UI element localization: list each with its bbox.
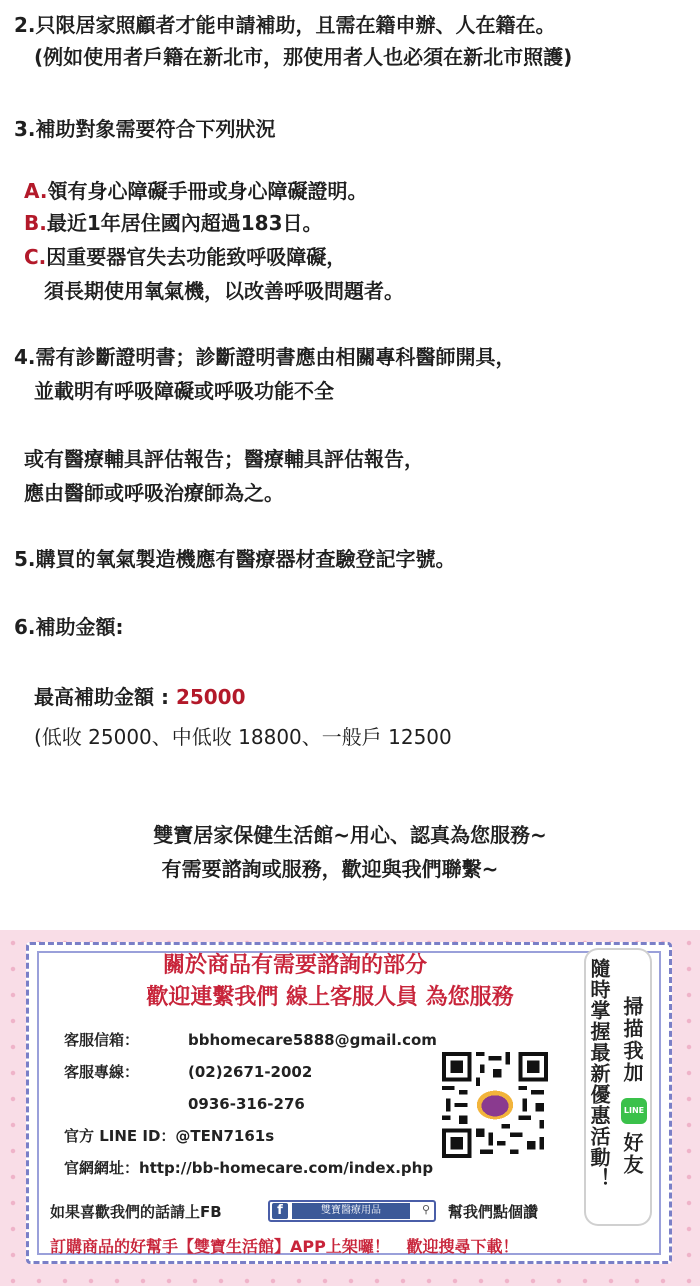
scan-add-label: 掃描我加 [620, 996, 644, 1084]
item5: 5.購買的氧氣製造機應有醫療器材查驗登記字號。 [14, 547, 456, 571]
item3-c [24, 244, 346, 270]
phone-value-2[interactable]: 0936-316-276 [188, 1095, 305, 1113]
email-value[interactable]: bbhomecare5888@gmail.com [188, 1031, 437, 1049]
slogan-line2: 有需要諮詢或服務，歡迎與我們聯繫~ [161, 857, 499, 881]
phone-value-1[interactable]: (02)2671-2002 [188, 1063, 313, 1081]
item3-a-letter: A. [24, 179, 48, 203]
banner-heading-2: 歡迎連繫我們 線上客服人員 為您服務 [146, 985, 514, 1010]
item4-line3: 或有醫療輔具評估報告；醫療輔具評估報告， [24, 447, 424, 471]
item4-line2: 並載明有呼吸障礙或呼吸功能不全 [34, 379, 334, 403]
item3-c-text: 因重要器官失去功能致呼吸障礙， [46, 245, 347, 269]
email-label: 客服信箱： [64, 1031, 140, 1049]
max-label: 最高補助金額 : [34, 685, 176, 709]
item4-line4: 應由醫師或呼吸治療師為之。 [24, 481, 284, 505]
website-link[interactable]: http://bb-homecare.com/index.php [139, 1159, 434, 1177]
item3-a-text: 領有身心障礙手冊或身心障礙證明。 [47, 179, 368, 203]
phone-label: 客服專線： [64, 1063, 140, 1081]
item3-b-letter: B. [24, 211, 47, 235]
item3-c-text2: 須長期使用氧氣機，以改善呼吸問題者。 [44, 279, 404, 303]
qr-code-icon [442, 1052, 548, 1158]
line-icon-text: LINE [621, 1098, 647, 1124]
fb-search-box[interactable] [268, 1200, 436, 1222]
line-app-icon[interactable] [621, 1098, 647, 1124]
friend-text [620, 1132, 648, 1176]
facebook-icon: f [272, 1203, 288, 1219]
subsidy-detail: (低收 25000、中低收 18800、一般戶 12500 [34, 725, 452, 749]
friend-label: 好友 [620, 1132, 644, 1176]
max-subsidy [34, 684, 246, 710]
fb-suffix: 幫我們點個讚 [448, 1203, 539, 1221]
vertical-promo-label: 隨時掌握最新優惠活動！ [587, 958, 611, 1189]
website-label: 官網網址： [64, 1159, 140, 1177]
fb-page-tag: 雙寶醫療用品 [292, 1203, 410, 1219]
vertical-promo-text [588, 958, 612, 1189]
line-id: 官方 LINE ID：@TEN7161s [64, 1127, 275, 1145]
max-value: 25000 [175, 685, 246, 709]
item3-a [24, 178, 367, 204]
scan-add-text [620, 996, 648, 1084]
item3-title: 3.補助對象需要符合下列狀況 [14, 117, 276, 141]
website [64, 1158, 433, 1178]
search-icon: ⚲ [421, 1203, 430, 1216]
item2-line1: 2.只限居家照顧者才能申請補助，且需在籍申辦、人在籍在。 [14, 13, 556, 37]
item6-title: 6.補助金額: [14, 615, 124, 639]
item3-c-letter: C. [24, 245, 47, 269]
item2-line2: (例如使用者戶籍在新北市，那使用者人也必須在新北市照護) [34, 45, 573, 69]
app-announcement: 訂購商品的好幫手【雙寶生活館】APP上架囉！ 歡迎搜尋下載！ [50, 1237, 519, 1256]
fb-prefix: 如果喜歡我們的話請上FB [50, 1203, 222, 1221]
item3-b [24, 210, 323, 236]
banner-heading-1: 關於商品有需要諮詢的部分 [162, 953, 427, 978]
slogan-line1: 雙寶居家保健生活館~用心、認真為您服務~ [153, 823, 547, 847]
item3-b-text: 最近1年居住國內超過183日。 [46, 211, 323, 235]
item4-line1: 4.需有診斷證明書；診斷證明書應由相關專科醫師開具， [14, 345, 516, 369]
